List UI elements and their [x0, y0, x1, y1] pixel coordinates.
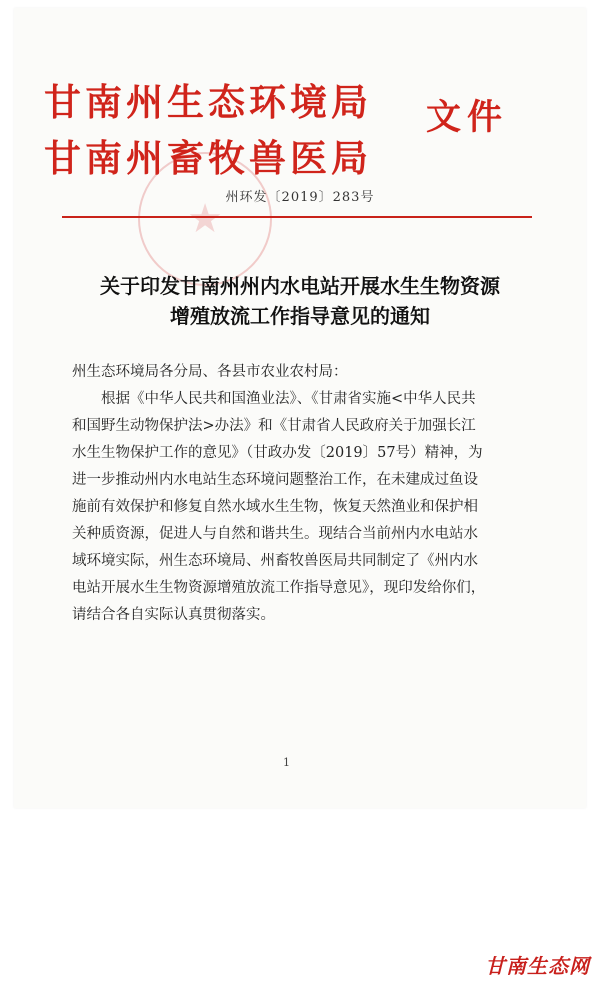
page-number: 1	[283, 756, 290, 769]
body-line: 和国野生动物保护法>办法》和《甘肃省人民政府关于加强长江	[72, 418, 476, 434]
issuer-animal-husbandry-bureau: 甘南州畜牧兽医局	[44, 137, 372, 180]
notice-title-line-1: 关于印发甘南州州内水电站开展水生生物资源	[100, 274, 500, 298]
document-suffix: 文件	[426, 98, 509, 138]
body-line: 请结合各自实际认真贯彻落实。	[72, 607, 275, 623]
issuer-environment-bureau: 甘南州生态环境局	[44, 81, 372, 124]
body-line: 进一步推动州内水电站生态环境问题整治工作，在未建成过鱼设	[72, 472, 478, 488]
site-watermark-logo: 甘南生态网	[485, 954, 590, 978]
body-line: 根据《中华人民共和国渔业法》、《甘肃省实施<中华人民共	[72, 391, 476, 407]
body-line: 域环境实际，州生态环境局、州畜牧兽医局共同制定了《州内水	[72, 553, 478, 569]
body-line: 州生态环境局各分局、各县市农业农村局：	[72, 364, 348, 380]
body-line: 关种质资源，促进人与自然和谐共生。现结合当前州内水电站水	[72, 526, 478, 542]
body-line: 施前有效保护和修复自然水域水生生物，恢复天然渔业和保护相	[72, 499, 478, 515]
document-number: 州环发〔2019〕283号	[225, 190, 375, 205]
notice-title-line-2: 增殖放流工作指导意见的通知	[170, 304, 430, 328]
body-line: 电站开展水生生物资源增殖放流工作指导意见》，现印发给你们，	[72, 580, 486, 596]
body-line: 水生生物保护工作的意见》（甘政办发〔2019〕57号）精神，为	[72, 445, 483, 461]
red-divider	[62, 216, 532, 218]
